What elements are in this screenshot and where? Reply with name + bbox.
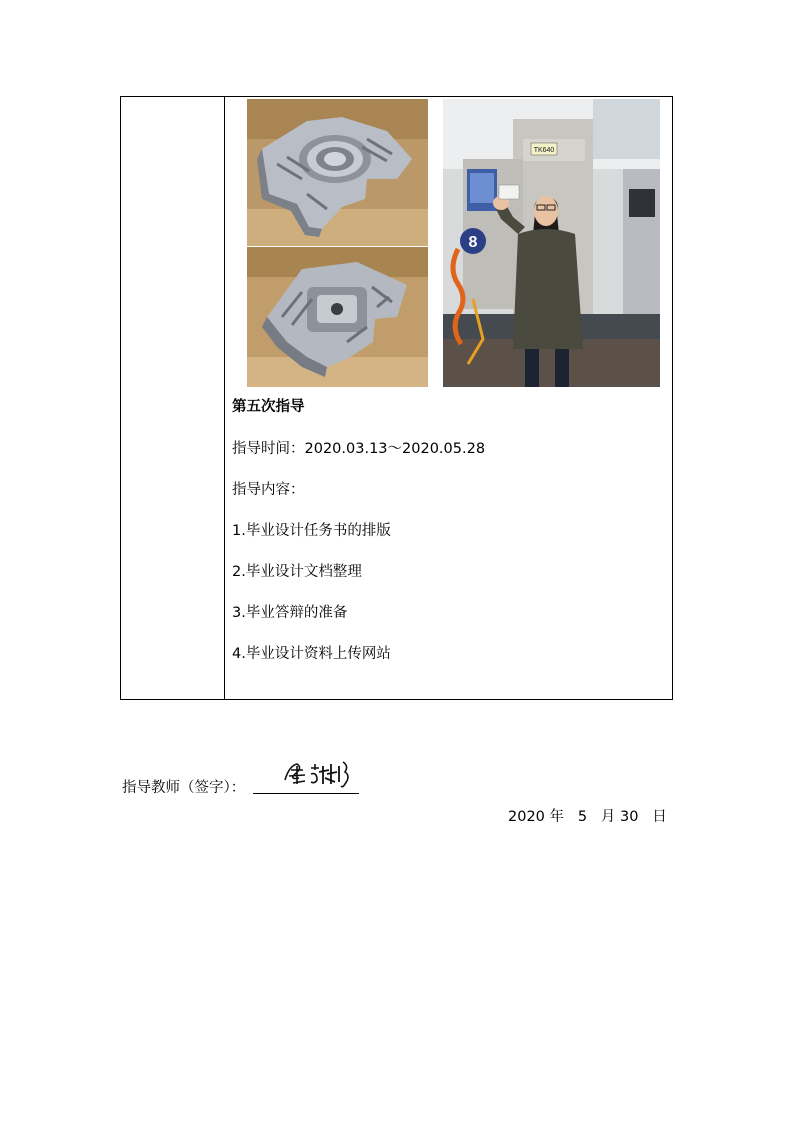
guidance-item-1: 1.毕业设计任务书的排版 [232, 523, 391, 539]
date-year: 2020 年 [508, 809, 565, 825]
photo-machined-part-top [247, 99, 428, 246]
guidance-table [120, 96, 673, 700]
photo-student-with-cnc-machine [443, 99, 660, 387]
signature-underline [253, 793, 359, 794]
date-month: 5 月 [577, 809, 616, 825]
machine-sign-label: TK640 [533, 147, 555, 154]
machine-number-label: 8 [468, 234, 478, 251]
column-divider [224, 97, 225, 699]
photo-machined-part-bottom [247, 247, 428, 387]
guidance-time-value: 2020.03.13～2020.05.28 [304, 441, 486, 457]
handwritten-signature [279, 756, 357, 790]
section-heading: 第五次指导 [232, 399, 305, 415]
guidance-time-label: 指导时间： [232, 441, 305, 457]
guidance-time [232, 439, 662, 459]
signature-date [508, 805, 667, 826]
guidance-content [232, 397, 662, 664]
guidance-item-3: 3.毕业答辩的准备 [232, 605, 348, 621]
guidance-item-4: 4.毕业设计资料上传网站 [232, 646, 391, 662]
date-day: 30 日 [620, 809, 667, 825]
guidance-item-2: 2.毕业设计文档整理 [232, 564, 362, 580]
guidance-content-label: 指导内容： [232, 482, 305, 498]
teacher-signature-label: 指导教师（签字）： [122, 780, 246, 796]
